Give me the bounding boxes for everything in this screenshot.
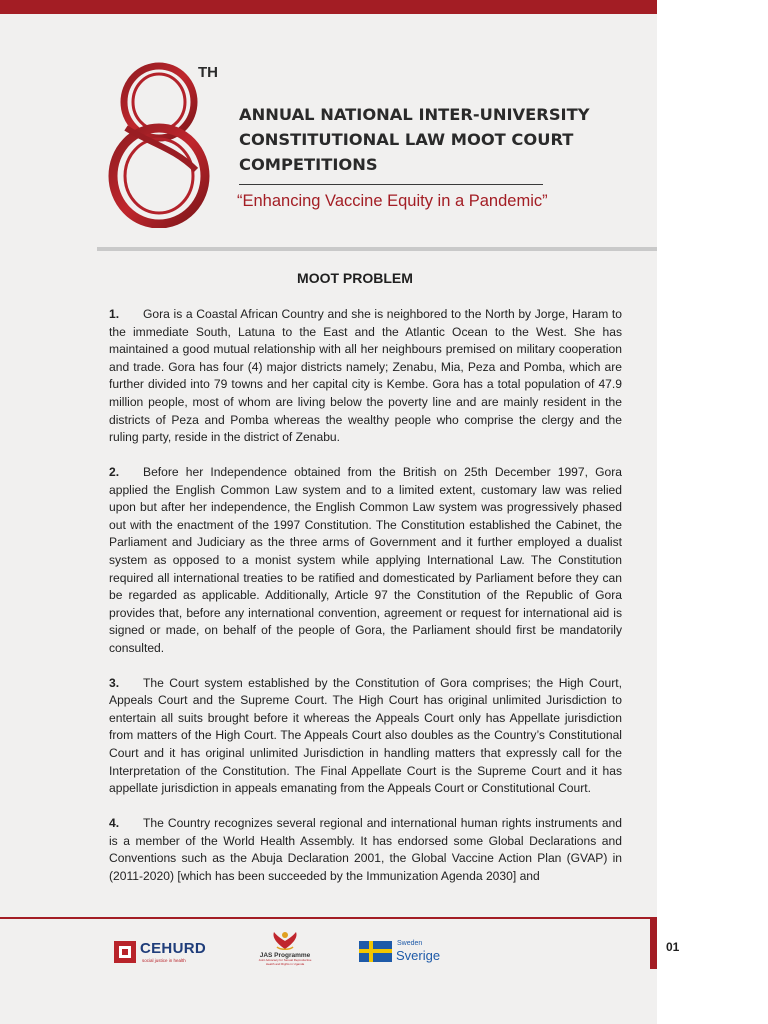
jas-programme-logo [254, 929, 316, 969]
paragraph-number: 3. [109, 675, 120, 690]
top-accent-bar [0, 0, 657, 14]
header-separator [97, 247, 657, 251]
theme-tagline: “Enhancing Vaccine Equity in a Pandemic” [237, 192, 548, 210]
title-underline [239, 184, 543, 185]
jas-tagline: Joint Advocacy for Sexual Reproductive Health and Rights in Uganda [258, 958, 312, 966]
cehurd-tagline: social justice in health [142, 958, 186, 963]
footer-rule [0, 917, 650, 919]
paragraph [109, 815, 622, 885]
swedish-flag-icon [359, 941, 392, 962]
edition-superscript: TH [198, 64, 218, 81]
paragraph-text: The Court system established by the Constitution of Gora comprises; the High Court, Appeals Court and the Supreme Court. The High Court has original unlimited Jurisdiction to entertain all suits brought before it whereas the Appeals Court only has Appellate jurisdiction from matters of the High Court. The Appeals Court also doubles as the Country’s Constitutional Court and it has original unlimited Jurisdiction in handling matters that expressly call for the Interpretation of the Constitution. The Final Appellate Court is the Supreme Court and it has appellate jurisdiction in appeals emanating from the Appeals Court or Constitutional Court. [109, 675, 622, 796]
section-heading: MOOT PROBLEM [297, 270, 413, 286]
competition-title [239, 102, 619, 177]
title-line: ANNUAL NATIONAL INTER-UNIVERSITY [239, 105, 590, 124]
page-margin [657, 0, 768, 1024]
paragraph [109, 464, 622, 658]
cehurd-logo [114, 939, 206, 965]
paragraph-text: Before her Independence obtained from the British on 25th December 1997, Gora applied the English Common Law system and to a limited extent, customary law was relied upon but after her independence, the English Common Law system was progressively phased out with the enactment of the 1997 Constitution. The Constitution established the Cabinet, the Parliament and Judiciary as the three arms of Government and it further employed a dualist system as opposed to a monist system while applying International Law. The Constitution required all international treaties to be ratified and domesticated by Parliament before they can be regarded as applicable. Additionally, Article 97 the Constitution of the Republic of Gora provides that, before any international convention, agreement or request for international aid is signed or made, on behalf of the people of Gora, the Parliament should first be mandatorily consulted. [109, 464, 622, 655]
jas-name: JAS Programme [259, 952, 311, 959]
title-line: CONSTITUTIONAL LAW MOOT COURT [239, 130, 574, 149]
document-body [109, 306, 622, 903]
jas-emblem-icon [268, 929, 302, 951]
cehurd-mark-icon [114, 941, 136, 963]
sweden-label: Sweden [397, 940, 423, 947]
footer-tab [650, 917, 657, 969]
paragraph-text: The Country recognizes several regional and international human rights instruments and is a member of the World Health Assembly. It has endorsed some Global Declarations and Conventions such as the Abuja Declaration 2001, the Global Vaccine Action Plan (GVAP) in (2011-2020) [which has been succeeded by the Immunization Agenda 2030] and [109, 816, 622, 883]
paragraph-number: 2. [109, 464, 120, 479]
paragraph [109, 306, 622, 447]
sverige-label: Sverige [396, 948, 441, 963]
page-number: 01 [666, 940, 680, 954]
edition-number-logo [104, 58, 214, 228]
paragraph-number: 4. [109, 816, 120, 830]
title-line: COMPETITIONS [239, 155, 378, 174]
sweden-logo [359, 940, 449, 966]
cehurd-name: CEHURD [140, 940, 206, 957]
paragraph-number: 1. [109, 307, 120, 321]
paragraph-text: Gora is a Coastal African Country and she is neighbored to the North by Jorge, Haram to the immediate South, Latuna to the East and the Atlantic Ocean to the West. She has maintained a good mutual relationship with all her neighbours premised on military cooperation and trade. Gora has four (4) major districts namely; Zenabu, Mia, Peza and Pomba, which are further divided into 79 towns and her capital city is Kembe. Gora has a total population of 47.9 million people, most of whom are living below the poverty line and are mainly resident in the districts of Peza and Pomba whereas the wealthy people who comprise the clergy and the ruling party, reside in the district of Zenabu. [109, 307, 622, 445]
paragraph [109, 675, 622, 798]
